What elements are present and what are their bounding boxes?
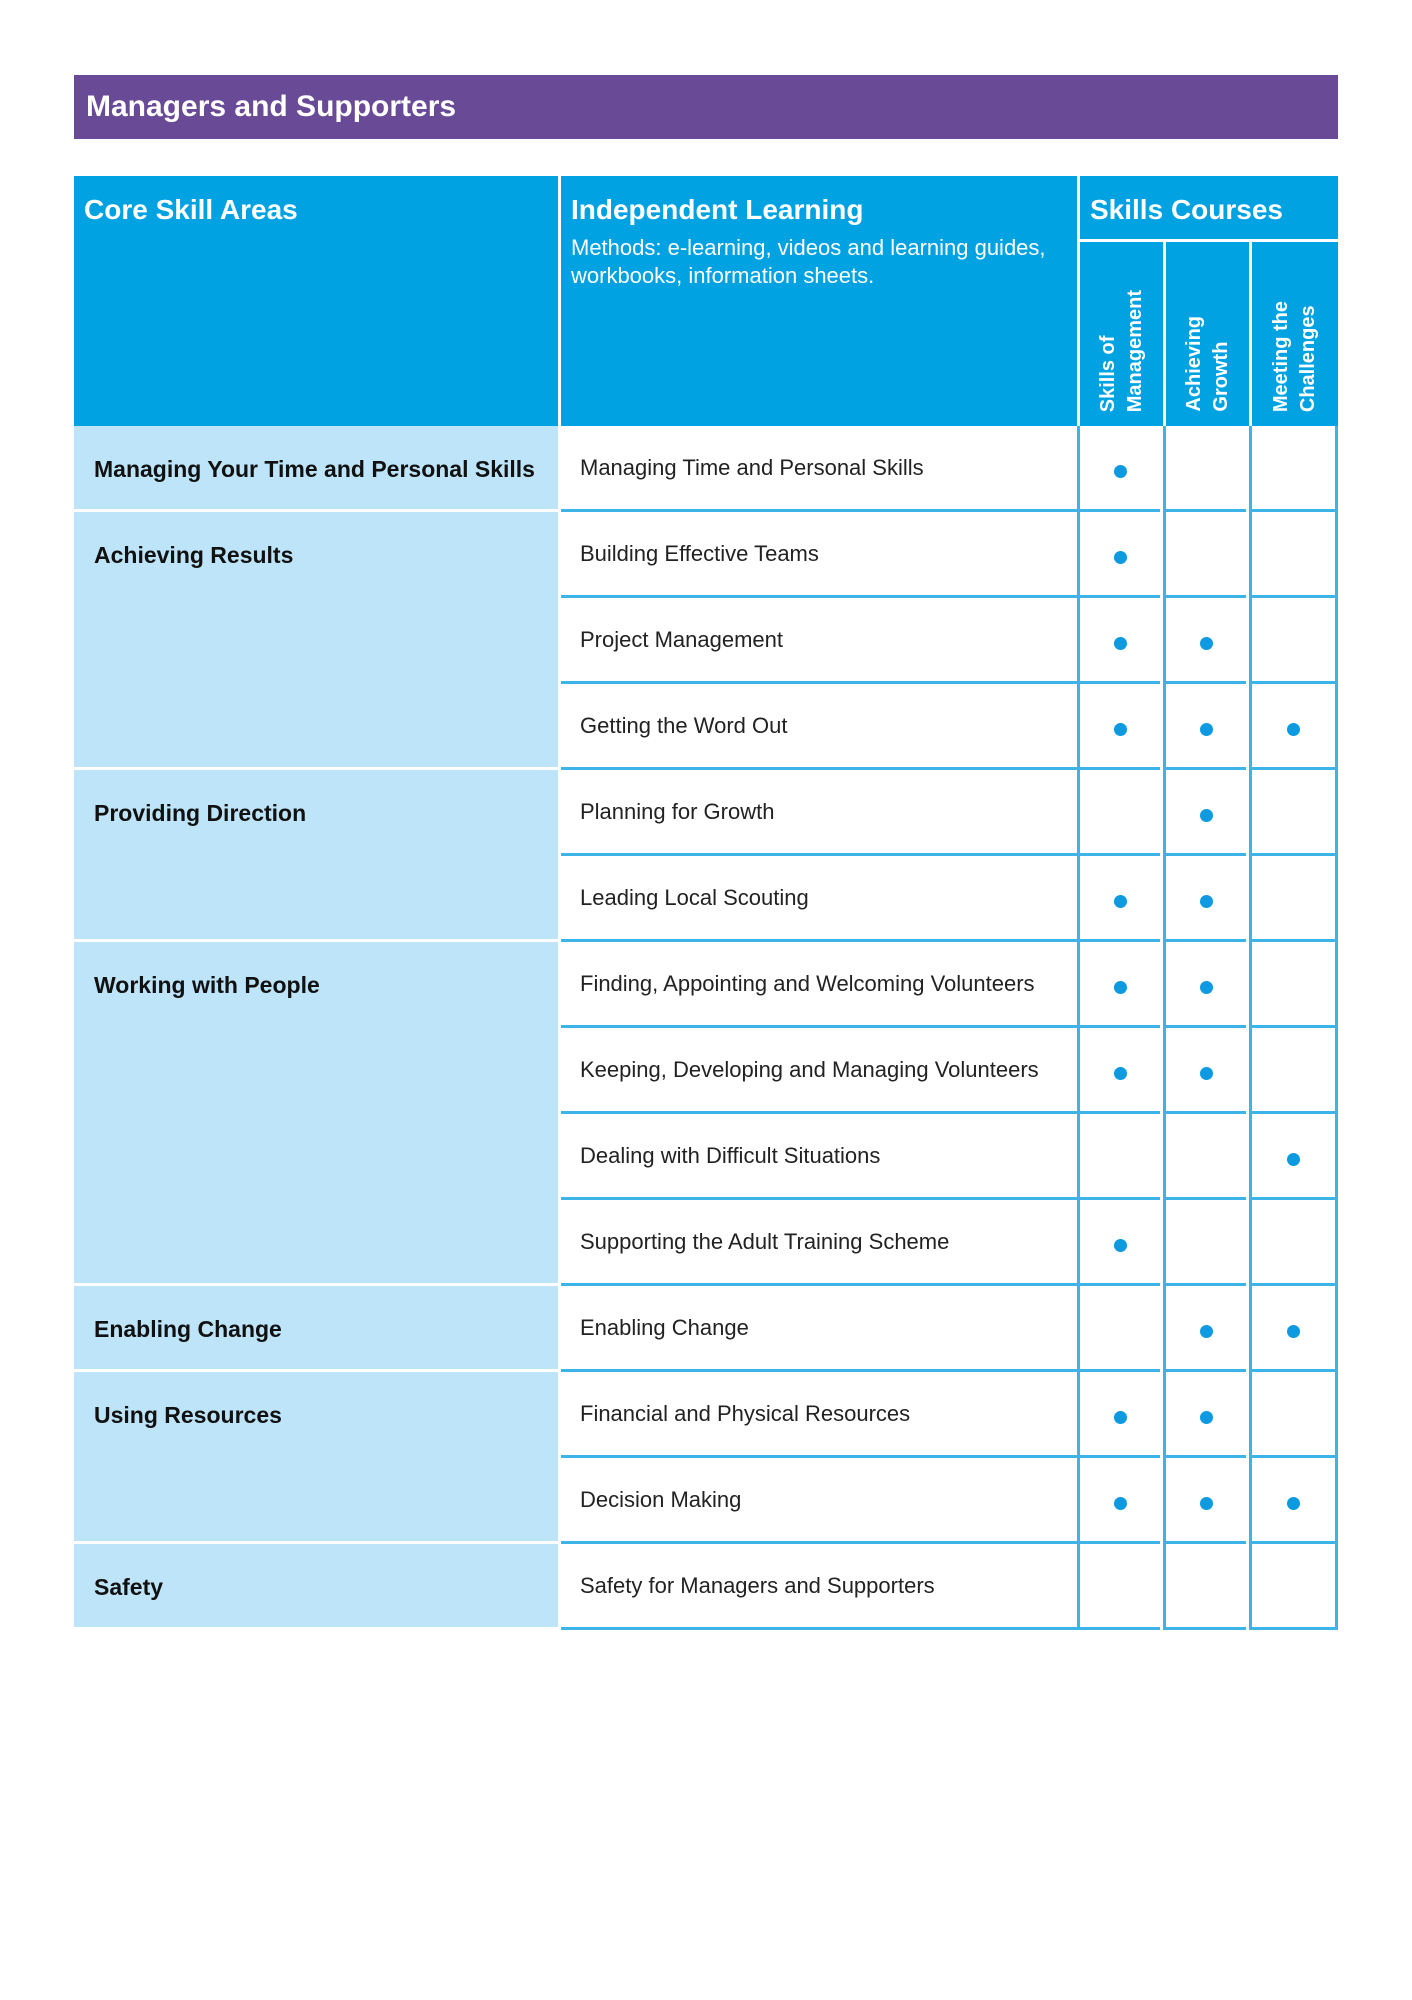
included-dot-icon [1114,637,1127,650]
course-cell [1249,1372,1338,1458]
course-cell [1163,1200,1246,1286]
table-row [561,942,1338,1028]
course-cell [1249,426,1338,512]
included-dot-icon [1287,1497,1300,1510]
course-label: Achieving Growth [1182,316,1232,412]
included-dot-icon [1114,981,1127,994]
header-skills-courses [1080,176,1338,239]
included-dot-icon [1200,981,1213,994]
header-core-title: Core Skill Areas [84,194,298,225]
course-cell [1077,1372,1160,1458]
course-cell [1163,1114,1246,1200]
included-dot-icon [1200,1067,1213,1080]
included-dot-icon [1287,1325,1300,1338]
included-dot-icon [1287,723,1300,736]
core-skill-area: Using Resources [74,1372,558,1541]
header-course-meeting-the-challenges [1252,242,1338,426]
course-cell [1077,1286,1160,1372]
table-row [561,1200,1338,1286]
course-cell [1249,1028,1338,1114]
module-name: Finding, Appointing and Welcoming Volunteers [561,942,1077,1028]
course-cell [1163,770,1246,856]
header-skills-title: Skills Courses [1090,194,1283,225]
table-row [561,770,1338,856]
included-dot-icon [1200,637,1213,650]
course-cell [1249,1286,1338,1372]
course-cell [1249,1544,1338,1630]
course-cell [1163,856,1246,942]
header-independent-learning [561,176,1077,426]
included-dot-icon [1114,465,1127,478]
table-row [561,426,1338,512]
core-skill-area: Managing Your Time and Personal Skills [74,426,558,509]
course-cell [1077,1544,1160,1630]
course-cell [1249,598,1338,684]
course-cell [1249,770,1338,856]
included-dot-icon [1114,723,1127,736]
included-dot-icon [1200,1411,1213,1424]
included-dot-icon [1114,1411,1127,1424]
course-cell [1077,598,1160,684]
core-skill-area: Providing Direction [74,770,558,939]
module-name: Leading Local Scouting [561,856,1077,942]
core-skill-area: Safety [74,1544,558,1627]
included-dot-icon [1287,1153,1300,1166]
table-row [561,1114,1338,1200]
module-name: Enabling Change [561,1286,1077,1372]
module-name: Decision Making [561,1458,1077,1544]
header-core-skill-areas [74,176,558,426]
course-cell [1077,1200,1160,1286]
course-cell [1163,1286,1246,1372]
table-row [561,1028,1338,1114]
page-banner: Managers and Supporters [74,75,1338,139]
module-name: Project Management [561,598,1077,684]
course-cell [1077,512,1160,598]
course-cell [1249,942,1338,1028]
included-dot-icon [1114,551,1127,564]
header-independent-title: Independent Learning [571,194,864,225]
course-cell [1249,1114,1338,1200]
course-cell [1163,426,1246,512]
included-dot-icon [1114,1067,1127,1080]
module-name: Keeping, Developing and Managing Volunteers [561,1028,1077,1114]
course-label: Meeting the Challenges [1270,300,1319,412]
included-dot-icon [1114,1497,1127,1510]
course-cell [1163,1028,1246,1114]
module-name: Financial and Physical Resources [561,1372,1077,1458]
course-cell [1077,942,1160,1028]
course-cell [1163,942,1246,1028]
module-name: Dealing with Difficult Situations [561,1114,1077,1200]
included-dot-icon [1200,1325,1213,1338]
course-cell [1163,598,1246,684]
course-cell [1163,684,1246,770]
course-cell [1249,684,1338,770]
included-dot-icon [1200,1497,1213,1510]
course-cell [1163,512,1246,598]
course-cell [1077,856,1160,942]
core-skill-area: Enabling Change [74,1286,558,1369]
module-name: Supporting the Adult Training Scheme [561,1200,1077,1286]
included-dot-icon [1200,809,1213,822]
course-label: Skills of Management [1096,289,1146,412]
course-cell [1249,1200,1338,1286]
course-cell [1163,1372,1246,1458]
table-row [561,1458,1338,1544]
module-name: Getting the Word Out [561,684,1077,770]
course-cell [1077,1028,1160,1114]
course-cell [1163,1544,1246,1630]
table-row [561,1544,1338,1630]
table-row [561,598,1338,684]
header-course-achieving-growth [1166,242,1249,426]
table-row [561,684,1338,770]
course-cell [1077,1114,1160,1200]
table-row [561,1286,1338,1372]
header-course-skills-of-management [1080,242,1163,426]
core-skill-area: Working with People [74,942,558,1283]
course-cell [1077,770,1160,856]
course-cell [1077,426,1160,512]
module-name: Building Effective Teams [561,512,1077,598]
course-cell [1249,856,1338,942]
header-methods-text: Methods: e-learning, videos and learning guides, workbooks, information sheets. [571,235,1046,288]
included-dot-icon [1114,895,1127,908]
table-row [561,856,1338,942]
course-cell [1249,512,1338,598]
included-dot-icon [1200,723,1213,736]
table-row [561,512,1338,598]
course-cell [1077,684,1160,770]
course-cell [1163,1458,1246,1544]
module-name: Managing Time and Personal Skills [561,426,1077,512]
included-dot-icon [1200,895,1213,908]
included-dot-icon [1114,1239,1127,1252]
module-name: Safety for Managers and Supporters [561,1544,1077,1630]
table-row [561,1372,1338,1458]
module-name: Planning for Growth [561,770,1077,856]
course-cell [1249,1458,1338,1544]
course-cell [1077,1458,1160,1544]
core-skill-area: Achieving Results [74,512,558,767]
